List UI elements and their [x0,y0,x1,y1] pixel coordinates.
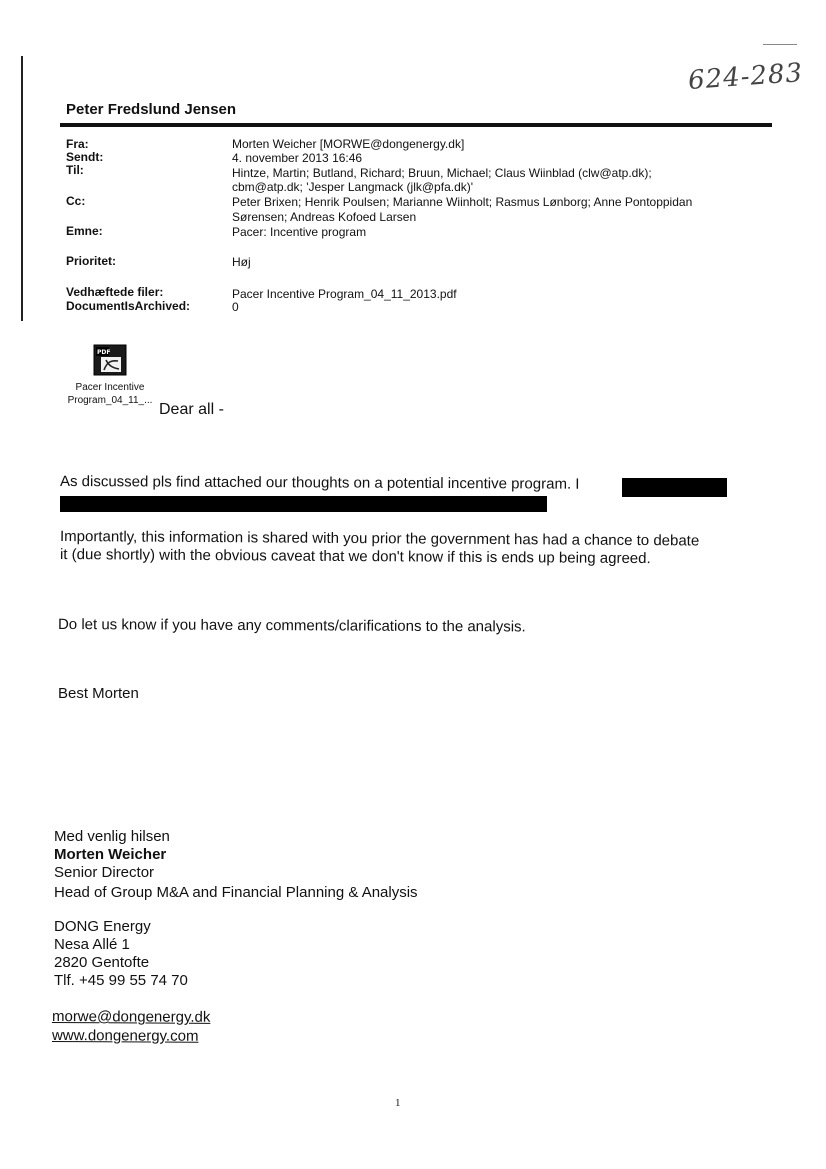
to-label: Til: [66,163,84,177]
paragraph-2-line1: Importantly, this information is shared with you prior the government has had a chance to debate [59,528,700,550]
signature-name: Morten Weicher [54,846,167,863]
subject-value: Pacer: Incentive program [232,225,367,239]
to-value-line2: cbm@atp.dk; 'Jesper Langmack (jlk@pfa.dk)' [232,180,474,194]
sender-name: Peter Fredslund Jensen [66,101,237,118]
cc-value-line2: Sørensen; Andreas Kofoed Larsen [232,210,417,224]
signature-email-link[interactable]: morwe@dongenergy.dk [51,1008,211,1026]
archived-label: DocumentIsArchived: [66,299,191,313]
sent-label: Sendt: [66,150,104,164]
signature-website-link[interactable]: www.dongenergy.com [51,1027,199,1045]
subject-label: Emne: [66,224,103,238]
page-number: 1 [395,1097,401,1109]
attachment-caption-line1: Pacer Incentive [75,382,145,393]
from-value: Morten Weicher [MORWE@dongenergy.dk] [232,137,465,151]
closing: Best Morten [58,685,139,702]
priority-value: Høj [232,255,251,269]
to-value-line1: Hintze, Martin; Butland, Richard; Bruun, Michael; Claus Wiinblad (clw@atp.dk); [232,166,652,180]
archived-value: 0 [232,300,239,314]
attachments-value: Pacer Incentive Program_04_11_2013.pdf [232,287,457,301]
from-label: Fra: [66,137,89,151]
signature-role: Head of Group M&A and Financial Planning & Analysis [54,884,418,901]
cc-label: Cc: [66,194,86,208]
paragraph-3: Do let us know if you have any comments/clarifications to the analysis. [57,616,526,636]
redaction-bar [60,496,547,512]
priority-label: Prioritet: [66,254,117,268]
scan-mark [763,44,797,45]
cc-value-line1: Peter Brixen; Henrik Poulsen; Marianne Wiinholt; Rasmus Lønborg; Anne Pontoppidan [232,195,693,209]
margin-line [21,56,23,321]
attachment-caption[interactable] [62,381,158,407]
greeting: Dear all - [159,401,224,418]
attachment-caption-line2: Program_04_11_... [67,395,153,406]
signature-title: Senior Director [54,864,155,881]
header-rule [60,123,772,127]
signature-phone: Tlf. +45 99 55 74 70 [54,972,188,989]
signature-city: 2820 Gentofte [54,954,150,971]
paragraph-1: As discussed pls find attached our thoughts on a potential incentive program. I [59,473,580,493]
svg-text:PDF: PDF [97,349,111,356]
signature-company: DONG Energy [54,918,151,935]
handwritten-reference: 624-283 [687,58,804,96]
paragraph-2-line2: it (due shortly) with the obvious caveat that we don't know if this is ends up being agreed. [59,546,651,568]
redaction-bar [622,478,727,497]
attachments-label: Vedhæftede filer: [66,285,164,299]
signature-street: Nesa Allé 1 [54,936,130,953]
pdf-file-icon[interactable] [93,344,127,376]
sent-value: 4. november 2013 16:46 [232,151,363,165]
signature-regards: Med venlig hilsen [54,828,170,845]
